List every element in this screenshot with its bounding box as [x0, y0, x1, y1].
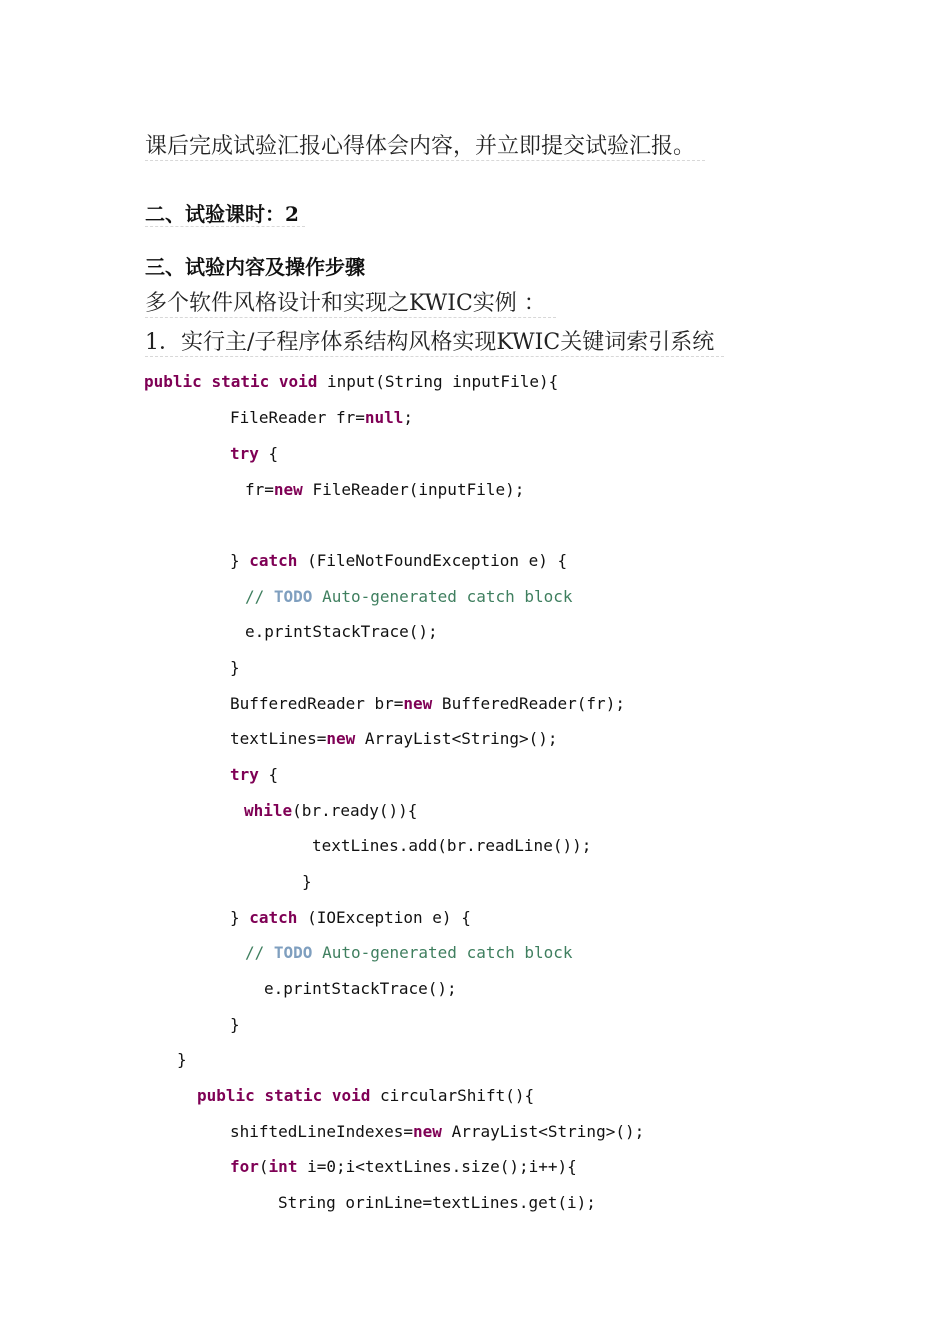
keyword: try	[230, 444, 259, 463]
todo-tag: TODO	[273, 943, 313, 962]
code-text: }	[230, 908, 250, 927]
code-text: {	[258, 765, 279, 784]
comment-text: //	[245, 587, 274, 606]
code-text: (IOException e) {	[297, 908, 471, 927]
code-comment	[245, 587, 573, 606]
code-text: shiftedLineIndexes=	[230, 1122, 414, 1141]
section-3-item-1: 1．实行主/子程序体系结构风格实现KWIC关键词索引系统	[145, 330, 724, 357]
comment-text: Auto-generated catch block	[312, 943, 573, 962]
code-text: (FileNotFoundException e) {	[297, 551, 568, 570]
section-2-heading: 二、试验课时：2	[145, 202, 305, 227]
code-line	[244, 801, 417, 820]
keyword: for	[230, 1157, 259, 1176]
keyword: new	[413, 1122, 442, 1141]
todo-tag: TODO	[273, 587, 313, 606]
code-text: ArrayList<String>();	[355, 729, 558, 748]
code-line: String orinLine=textLines.get(i);	[278, 1193, 596, 1212]
code-text: BufferedReader(fr);	[432, 694, 625, 713]
keyword: int	[268, 1157, 298, 1176]
code-line	[230, 551, 567, 570]
code-text: ArrayList<String>();	[441, 1122, 645, 1141]
code-text: }	[230, 551, 250, 570]
comment-text: Auto-generated catch block	[312, 587, 573, 606]
code-line: e.printStackTrace();	[264, 979, 457, 998]
keyword: void	[278, 372, 318, 391]
keyword: public	[197, 1086, 255, 1105]
code-line: }	[302, 872, 312, 891]
keyword: void	[331, 1086, 371, 1105]
code-line	[197, 1086, 534, 1105]
code-line: textLines.add(br.readLine());	[312, 836, 592, 855]
code-text: textLines=	[230, 729, 327, 748]
intro-paragraph: 课后完成试验汇报心得体会内容，并立即提交试验汇报。	[145, 134, 705, 161]
keyword: public	[144, 372, 202, 391]
code-line	[230, 408, 413, 427]
code-line	[230, 1122, 644, 1141]
keyword: while	[244, 801, 293, 820]
keyword: null	[364, 408, 404, 427]
keyword: catch	[249, 551, 298, 570]
section-3-heading: 三、试验内容及操作步骤	[145, 255, 365, 279]
code-line	[245, 480, 524, 499]
code-line: for(int i=0;i<textLines.size();i++){	[230, 1157, 577, 1176]
code-line	[230, 908, 471, 927]
code-comment	[245, 943, 573, 962]
keyword: try	[230, 765, 259, 784]
code-text: FileReader(inputFile);	[302, 480, 525, 499]
code-line	[230, 729, 558, 748]
code-text: {	[258, 444, 279, 463]
keyword: static	[211, 372, 270, 391]
code-line	[230, 694, 625, 713]
code-line: }	[177, 1050, 187, 1069]
code-text: input(String inputFile){	[317, 372, 559, 391]
code-line: }	[230, 658, 240, 677]
keyword: new	[326, 729, 356, 748]
code-text: fr=	[245, 480, 274, 499]
keyword: catch	[249, 908, 298, 927]
keyword: static	[264, 1086, 323, 1105]
code-text: circularShift(){	[370, 1086, 535, 1105]
section-3-subtitle: 多个软件风格设计和实现之KWIC实例 ：	[145, 291, 556, 318]
code-line	[144, 372, 558, 391]
code-text: FileReader fr=	[230, 408, 365, 427]
code-text: ;	[403, 408, 414, 427]
keyword: new	[273, 480, 303, 499]
code-text: i=0;i<textLines.size();i++){	[297, 1157, 577, 1176]
keyword: new	[403, 694, 433, 713]
code-line	[230, 765, 278, 784]
code-text: (br.ready()){	[292, 801, 418, 820]
code-line: e.printStackTrace();	[245, 622, 438, 641]
code-line: }	[230, 1015, 240, 1034]
code-line	[230, 444, 278, 463]
code-text: BufferedReader br=	[230, 694, 404, 713]
comment-text: //	[245, 943, 274, 962]
